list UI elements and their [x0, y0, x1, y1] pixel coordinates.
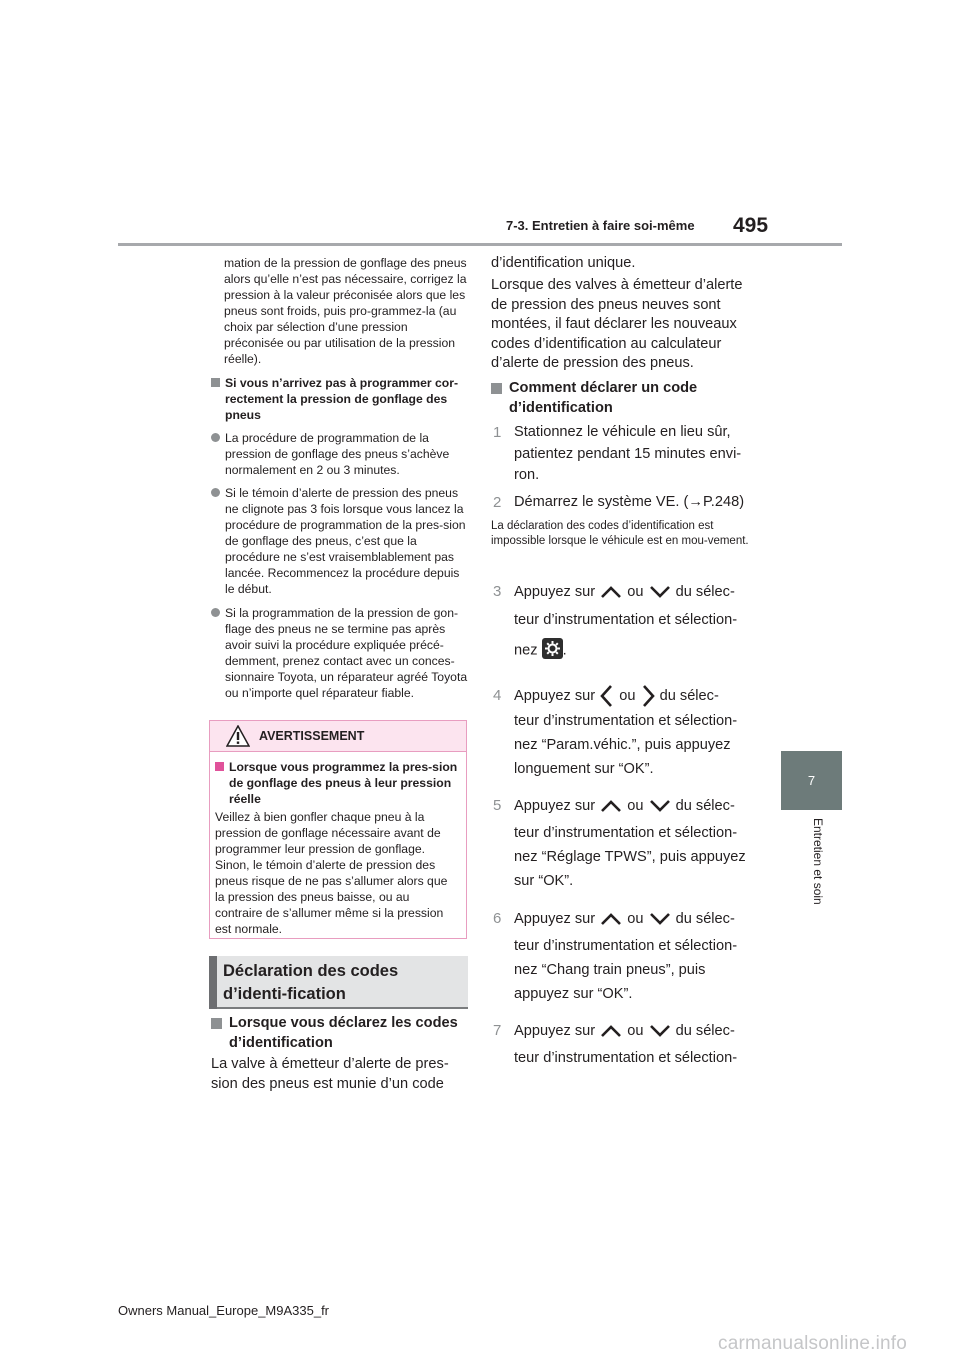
square-bullet-icon — [491, 383, 502, 394]
section-title-bar — [209, 956, 468, 1009]
warning-title: AVERTISSEMENT — [259, 729, 365, 743]
chevron-right-icon — [640, 684, 656, 708]
chevron-up-icon — [599, 1024, 623, 1038]
step-2 — [493, 493, 751, 513]
step-number: 6 — [493, 910, 502, 927]
heading-declare-codes: Lorsque vous déclarez les codes d’identification — [211, 1014, 469, 1053]
chapter-label: Entretien et soin — [811, 818, 825, 905]
chevron-down-icon — [648, 799, 672, 813]
step-text: Démarrez le système VE. (→P.248) — [514, 494, 745, 510]
round-bullet-icon — [211, 608, 220, 617]
step-number: 1 — [493, 424, 502, 441]
step-3: 3 Appuyez sur ou du sélec- teur d’instrumentation et sélection- nez . — [493, 583, 738, 659]
round-bullet-icon — [211, 488, 220, 497]
chevron-up-icon — [599, 912, 623, 926]
watermark: carmanualsonline.info — [718, 1333, 908, 1354]
round-bullet-icon — [211, 433, 220, 442]
step-number: 2 — [493, 494, 502, 511]
warning-box — [209, 720, 467, 939]
header-divider — [118, 243, 842, 246]
square-bullet-icon — [215, 762, 224, 771]
step-text: Stationnez le véhicule en lieu sûr, patientez pendant 15 minutes envi-ron. — [514, 424, 742, 483]
step-5: 5 Appuyez sur ou du sélec- teur d’instrumentation et sélection- nez “Réglage TPWS”, puis appuyez sur “OK”. — [493, 797, 746, 889]
section-accent — [209, 956, 217, 1009]
note-text: La déclaration des codes d’identification est impossible lorsque le véhicule est en mou-vement. — [491, 520, 749, 547]
warning-triangle-icon — [226, 725, 250, 747]
step-number: 3 — [493, 583, 502, 600]
list-item: La procédure de programmation de la pression de gonflage des pneus s’achève normalement en 2 ou 3 minutes. — [211, 430, 469, 478]
body-paragraph: Lorsque des valves à émetteur d’alerte de pression des pneus neuves sont montées, il faut déclarer les nouveaux codes d’identification au calculateur d’alerte de pression des pneus. — [491, 277, 743, 372]
square-bullet-icon — [211, 378, 220, 387]
square-bullet-icon — [211, 1018, 222, 1029]
list-item: Si le témoin d’alerte de pression des pneus ne clignote pas 3 fois lorsque vous lancez la procédure de programmation de la pres-sion de gonflage des pneus, c’est que la procédure ne s’est vraisemblablement pas lancée. Recommencez la procédure depuis le début. — [211, 485, 469, 597]
warning-heading: Lorsque vous programmez la pres-sion de gonflage des pneus à leur pression réelle — [215, 759, 460, 807]
intro-text: mation de la pression de gonflage des pneus alors qu’elle n’est pas nécessaire, corrigez la pression à la valeur préconisée alors que les pneus sont froids, puis pro-grammez-la (au choix par sélection d’une pression préconisée ou par utilisation de la pression réelle). — [224, 256, 467, 366]
chevron-up-icon — [599, 585, 623, 599]
chapter-number: 7 — [807, 773, 816, 788]
warning-header — [210, 721, 466, 752]
chapter-tab — [781, 751, 842, 810]
gear-icon — [542, 638, 563, 659]
chevron-up-icon — [599, 799, 623, 813]
chevron-down-icon — [648, 912, 672, 926]
body-paragraph: d’identification unique. — [491, 255, 636, 271]
heading-programming-failure: Si vous n’arrivez pas à programmer cor-rectement la pression de gonflage des pneus — [211, 375, 469, 423]
step-number: 5 — [493, 797, 502, 814]
step-7: 7 Appuyez sur ou du sélec- teur d’instrumentation et sélection- — [493, 1022, 738, 1066]
heading-how-to-declare: Comment déclarer un code d’identification — [491, 379, 749, 418]
step-number: 4 — [493, 686, 502, 704]
step-4: 4 Appuyez sur ou du sélec- teur d’instrumentation et sélection- nez “Param.véhic.”, puis appuyez longuement sur “OK”. — [493, 684, 751, 780]
step-number: 7 — [493, 1022, 502, 1039]
section-header: 7-3. Entretien à faire soi-même — [506, 218, 695, 233]
warning-text: Veillez à bien gonfler chaque pneu à la pression de gonflage nécessaire avant de programmer leur pression de gonflage. Sinon, le témoin d’alerte de pression des pneus risque de ne pas s’allumer alors que la pression des pneus baisse, ou au contraire de s’allumer même si la pression est normale. — [215, 810, 448, 936]
body-paragraph: La valve à émetteur d’alerte de pres-sion des pneus est munie d’un code — [211, 1056, 449, 1092]
chevron-down-icon — [648, 585, 672, 599]
section-title: Déclaration des codes d’identi-fication — [223, 962, 399, 1003]
step-1 — [493, 422, 751, 487]
list-item: Si la programmation de la pression de gon-flage des pneus ne se termine pas après avoir suivi la procédure expliquée précé-demment, prenez contact avec un conces-sionnaire Toyota, un réparateur agréé Toyota ou n’importe quel réparateur fiable. — [211, 605, 469, 701]
chevron-left-icon — [599, 684, 615, 708]
page-number: 495 — [733, 214, 769, 237]
step-6: 6 Appuyez sur ou du sélec- teur d’instrumentation et sélection- nez “Chang train pneus”, puis appuyez sur “OK”. — [493, 910, 738, 1002]
footer-doc-name: Owners Manual_Europe_M9A335_fr — [118, 1303, 330, 1318]
chevron-down-icon — [648, 1024, 672, 1038]
